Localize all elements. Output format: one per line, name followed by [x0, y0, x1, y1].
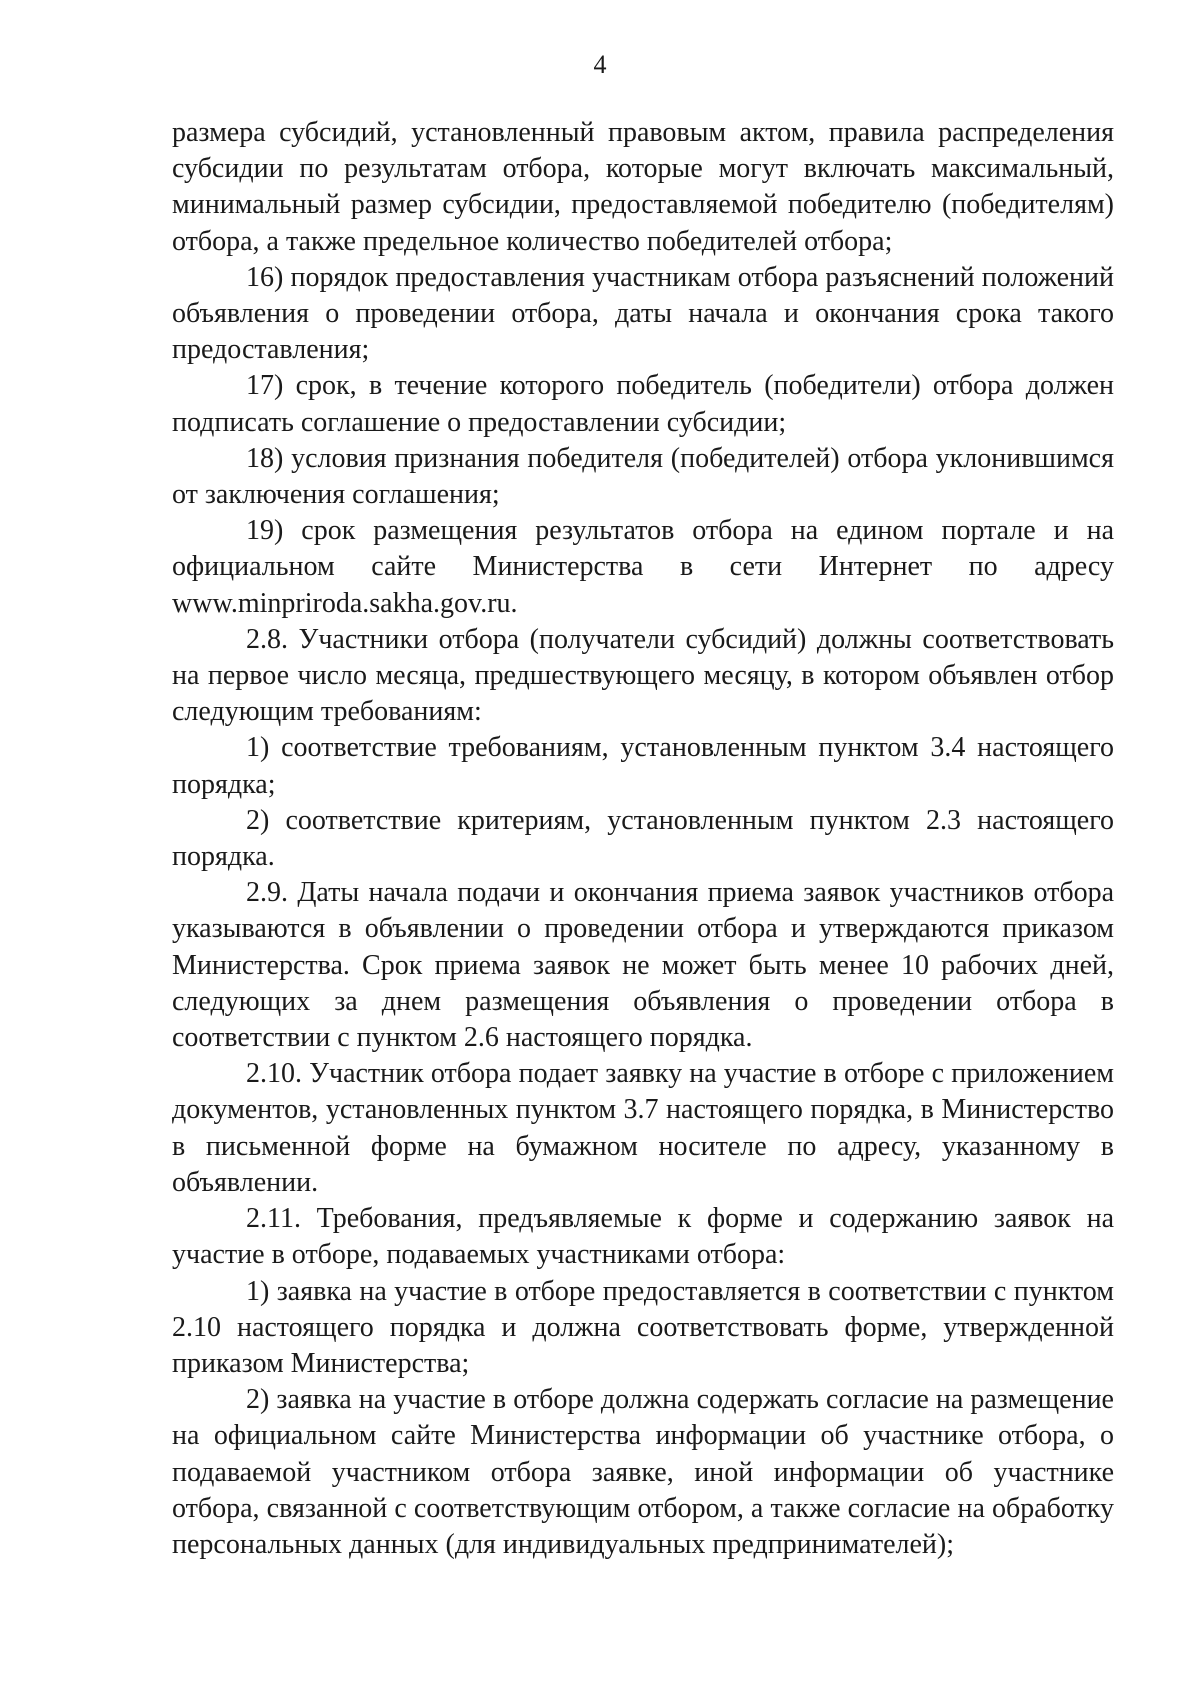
paragraph-clause-2-8-item-2: 2) соответствие критериям, установленным пунктом 2.3 настоящего порядка.	[172, 804, 1114, 873]
paragraph-clause-2-11-item-2: 2) заявка на участие в отборе должна содержать согласие на размещение на официальном сайте Министерства информации об участнике отбора, о подаваемой участником отбора заявке, иной информации об участнике отбора, связанной с соответствующим отбором, а также согласие на обработку персональных данных (для индивидуальных предпринимателей);	[172, 1384, 1114, 1560]
paragraph-continuation: размера субсидий, установленный правовым актом, правила распределения субсидии по результатам отбора, которые могут включать максимальный, минимальный размер субсидии, предоставляемой победителю (победителям) отбора, а также предельное количество победителей отбора;	[172, 117, 1114, 257]
paragraph-clause-2-11: 2.11. Требования, предъявляемые к форме и содержанию заявок на участие в отборе, подаваемых участниками отбора:	[172, 1203, 1114, 1271]
page-number: 4	[593, 50, 607, 79]
paragraph-item-19: 19) срок размещения результатов отбора на едином портале и на официальном сайте Министерства в сети Интернет по адресу www.minpriroda.sakha.gov.ru.	[172, 515, 1114, 619]
paragraph-item-18: 18) условия признания победителя (победителей) отбора уклонившимся от заключения соглашения;	[172, 442, 1114, 511]
paragraph-item-17: 17) срок, в течение которого победитель (победители) отбора должен подписать соглашение о предоставлении субсидии;	[172, 370, 1114, 438]
paragraph-item-16: 16) порядок предоставления участникам отбора разъяснений положений объявления о проведении отбора, даты начала и окончания срока такого предоставления;	[172, 261, 1114, 366]
document-body	[172, 115, 1114, 1563]
paragraph-clause-2-11-item-1: 1) заявка на участие в отборе предоставляется в соответствии с пунктом 2.10 настоящего порядка и должна соответствовать форме, утвержденной приказом Министерства;	[172, 1275, 1114, 1379]
paragraph-clause-2-8: 2.8. Участники отбора (получатели субсидий) должны соответствовать на первое число месяца, предшествующего месяцу, в котором объявлен отбор следующим требованиям:	[172, 623, 1114, 728]
paragraph-clause-2-9: 2.9. Даты начала подачи и окончания приема заявок участников отбора указываются в объявлении о проведении отбора и утверждаются приказом Министерства. Срок приема заявок не может быть менее 10 рабочих дней, следующих за днем размещения объявления о проведении отбора в соответствии с пунктом 2.6 настоящего порядка.	[172, 877, 1114, 1054]
paragraph-clause-2-10: 2.10. Участник отбора подает заявку на участие в отборе с приложением документов, установленных пунктом 3.7 настоящего порядка, в Министерство в письменной форме на бумажном носителе по адресу, указанному в объявлении.	[172, 1058, 1114, 1198]
paragraph-clause-2-8-item-1: 1) соответствие требованиям, установленным пунктом 3.4 настоящего порядка;	[172, 732, 1114, 800]
